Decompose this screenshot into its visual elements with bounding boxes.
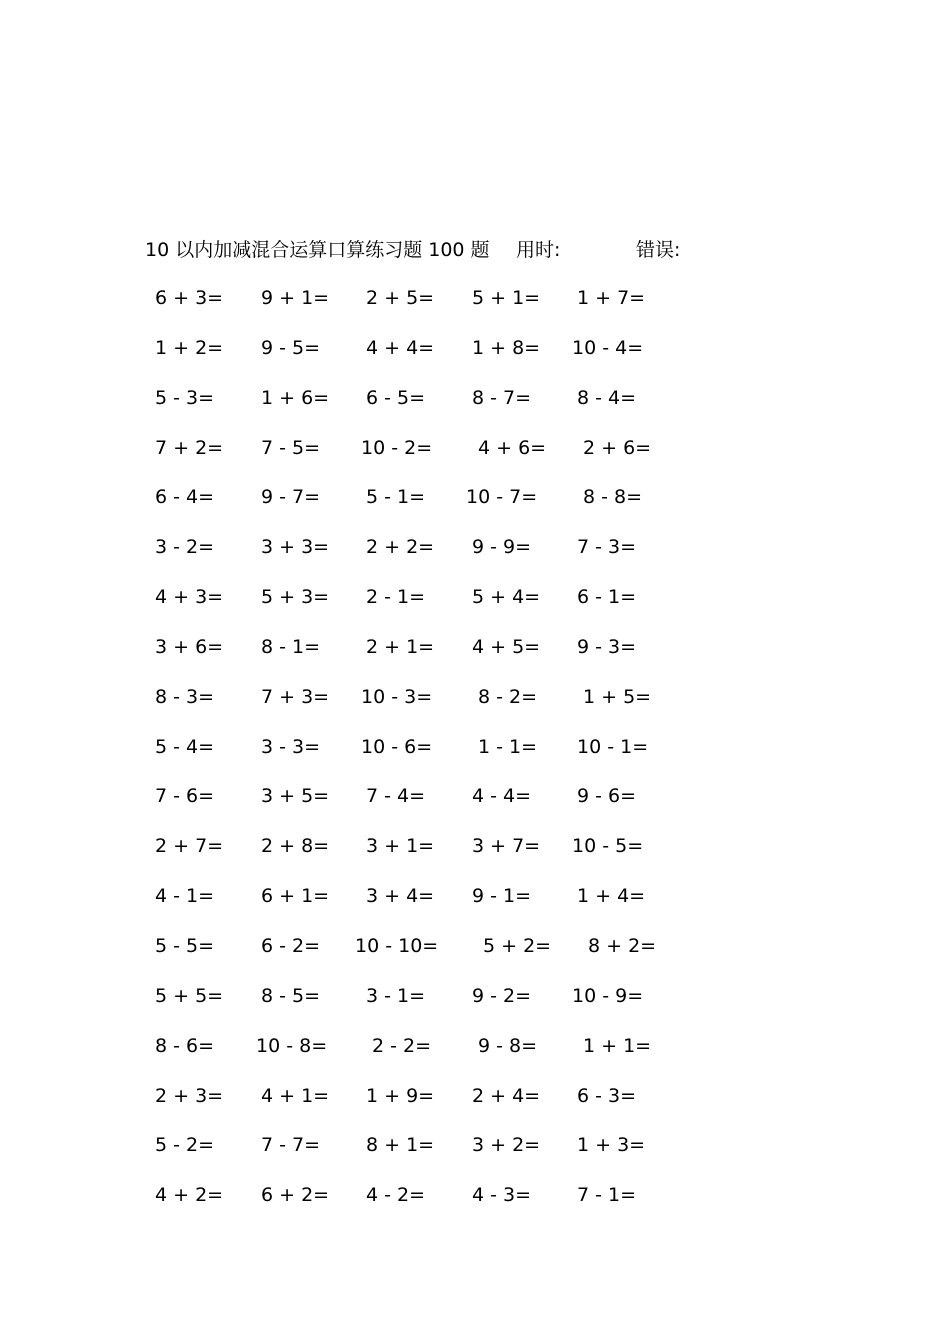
problem-item: 9 - 7=	[261, 486, 321, 509]
problem-row	[0, 532, 950, 582]
problem-row	[0, 781, 950, 831]
problem-item: 5 - 2=	[155, 1134, 215, 1157]
problem-item: 7 - 6=	[155, 785, 215, 808]
problem-item: 8 - 8=	[583, 486, 643, 509]
problem-item: 7 - 3=	[577, 536, 637, 559]
problem-row	[0, 433, 950, 483]
problem-item: 8 - 3=	[155, 685, 215, 708]
problem-item: 9 - 9=	[472, 536, 532, 559]
problem-item: 9 - 8=	[478, 1034, 538, 1057]
problem-item: 4 + 6=	[478, 436, 547, 459]
problem-item: 10 - 9=	[572, 984, 644, 1007]
problem-item: 3 - 1=	[366, 984, 426, 1007]
problem-item: 5 + 5=	[155, 984, 224, 1007]
problem-item: 5 + 2=	[483, 934, 552, 957]
problem-item: 5 + 3=	[261, 586, 330, 609]
problem-item: 9 - 3=	[577, 635, 637, 658]
problem-item: 5 - 3=	[155, 386, 215, 409]
problem-row	[0, 582, 950, 632]
problem-item: 4 + 5=	[472, 635, 541, 658]
problem-item: 10 - 2=	[361, 436, 433, 459]
worksheet-header	[0, 236, 950, 264]
problem-item: 4 + 1=	[261, 1084, 330, 1107]
problem-row	[0, 981, 950, 1031]
time-used-label: 用时:	[516, 239, 561, 261]
problem-item: 8 + 2=	[588, 934, 657, 957]
problem-item: 3 - 2=	[155, 536, 215, 559]
problem-item: 4 - 4=	[472, 785, 532, 808]
problem-row	[0, 1081, 950, 1131]
problem-item: 1 + 3=	[577, 1134, 646, 1157]
problem-row	[0, 333, 950, 383]
problem-item: 6 - 1=	[577, 586, 637, 609]
problem-item: 10 - 3=	[361, 685, 433, 708]
problem-row	[0, 1130, 950, 1180]
problem-item: 6 + 2=	[261, 1184, 330, 1207]
problem-item: 7 - 1=	[577, 1184, 637, 1207]
problem-item: 5 - 1=	[366, 486, 426, 509]
problem-row	[0, 732, 950, 782]
problem-item: 3 - 3=	[261, 735, 321, 758]
problem-item: 8 - 6=	[155, 1034, 215, 1057]
problem-item: 5 - 5=	[155, 934, 215, 957]
problem-item: 2 + 3=	[155, 1084, 224, 1107]
problem-row	[0, 1031, 950, 1081]
problem-item: 6 - 2=	[261, 934, 321, 957]
problem-item: 8 - 2=	[478, 685, 538, 708]
problem-item: 2 + 4=	[472, 1084, 541, 1107]
problem-item: 2 + 5=	[366, 287, 435, 309]
problem-item: 1 + 5=	[583, 685, 652, 708]
problem-item: 2 + 2=	[366, 536, 435, 559]
problem-item: 1 + 4=	[577, 885, 646, 908]
problem-item: 8 - 7=	[472, 386, 532, 409]
problem-item: 4 + 4=	[366, 336, 435, 359]
problem-item: 3 + 3=	[261, 536, 330, 559]
problem-item: 7 - 7=	[261, 1134, 321, 1157]
problem-row	[0, 383, 950, 433]
problem-item: 3 + 6=	[155, 635, 224, 658]
problem-row	[0, 1180, 950, 1230]
problem-item: 2 + 7=	[155, 835, 224, 858]
problem-item: 8 + 1=	[366, 1134, 435, 1157]
problem-item: 10 - 6=	[361, 735, 433, 758]
problem-item: 1 + 9=	[366, 1084, 435, 1107]
problem-row	[0, 283, 950, 333]
problem-item: 9 - 1=	[472, 885, 532, 908]
problem-item: 4 - 3=	[472, 1184, 532, 1207]
problem-item: 7 - 5=	[261, 436, 321, 459]
problem-item: 9 + 1=	[261, 287, 330, 309]
problem-item: 6 + 1=	[261, 885, 330, 908]
problem-item: 5 + 4=	[472, 586, 541, 609]
problem-row	[0, 682, 950, 732]
problem-item: 8 - 5=	[261, 984, 321, 1007]
problem-item: 2 + 8=	[261, 835, 330, 858]
problem-item: 10 - 5=	[572, 835, 644, 858]
problem-item: 3 + 4=	[366, 885, 435, 908]
problem-item: 1 + 2=	[155, 336, 224, 359]
problem-item: 10 - 1=	[577, 735, 649, 758]
problem-item: 1 + 7=	[577, 287, 646, 309]
problem-row	[0, 482, 950, 532]
problem-item: 2 - 1=	[366, 586, 426, 609]
problem-item: 4 + 3=	[155, 586, 224, 609]
problem-row	[0, 632, 950, 682]
problem-item: 9 - 2=	[472, 984, 532, 1007]
problem-item: 3 + 2=	[472, 1134, 541, 1157]
worksheet-title: 10 以内加减混合运算口算练习题 100 题	[145, 239, 490, 261]
problem-item: 1 + 8=	[472, 336, 541, 359]
problem-item: 10 - 8=	[256, 1034, 328, 1057]
problem-item: 3 + 1=	[366, 835, 435, 858]
problem-item: 8 - 1=	[261, 635, 321, 658]
problem-item: 5 + 1=	[472, 287, 541, 309]
problem-item: 2 + 1=	[366, 635, 435, 658]
problem-item: 3 + 7=	[472, 835, 541, 858]
problem-item: 6 - 3=	[577, 1084, 637, 1107]
problem-item: 6 - 5=	[366, 386, 426, 409]
problem-item: 7 + 2=	[155, 436, 224, 459]
problem-item: 2 + 6=	[583, 436, 652, 459]
problem-item: 10 - 10=	[355, 934, 439, 957]
problem-item: 1 - 1=	[478, 735, 538, 758]
problem-grid	[0, 283, 950, 1230]
problem-row	[0, 931, 950, 981]
problem-row	[0, 831, 950, 881]
problem-row	[0, 881, 950, 931]
problem-item: 4 + 2=	[155, 1184, 224, 1207]
problem-item: 1 + 1=	[583, 1034, 652, 1057]
problem-item: 8 - 4=	[577, 386, 637, 409]
problem-item: 4 - 1=	[155, 885, 215, 908]
problem-item: 5 - 4=	[155, 735, 215, 758]
problem-item: 4 - 2=	[366, 1184, 426, 1207]
problem-item: 9 - 5=	[261, 336, 321, 359]
problem-item: 10 - 4=	[572, 336, 644, 359]
error-count-label: 错误:	[636, 239, 681, 261]
problem-item: 3 + 5=	[261, 785, 330, 808]
problem-item: 7 - 4=	[366, 785, 426, 808]
problem-item: 9 - 6=	[577, 785, 637, 808]
problem-item: 6 - 4=	[155, 486, 215, 509]
problem-item: 10 - 7=	[466, 486, 538, 509]
problem-item: 2 - 2=	[372, 1034, 432, 1057]
problem-item: 6 + 3=	[155, 287, 224, 309]
problem-item: 1 + 6=	[261, 386, 330, 409]
problem-item: 7 + 3=	[261, 685, 330, 708]
